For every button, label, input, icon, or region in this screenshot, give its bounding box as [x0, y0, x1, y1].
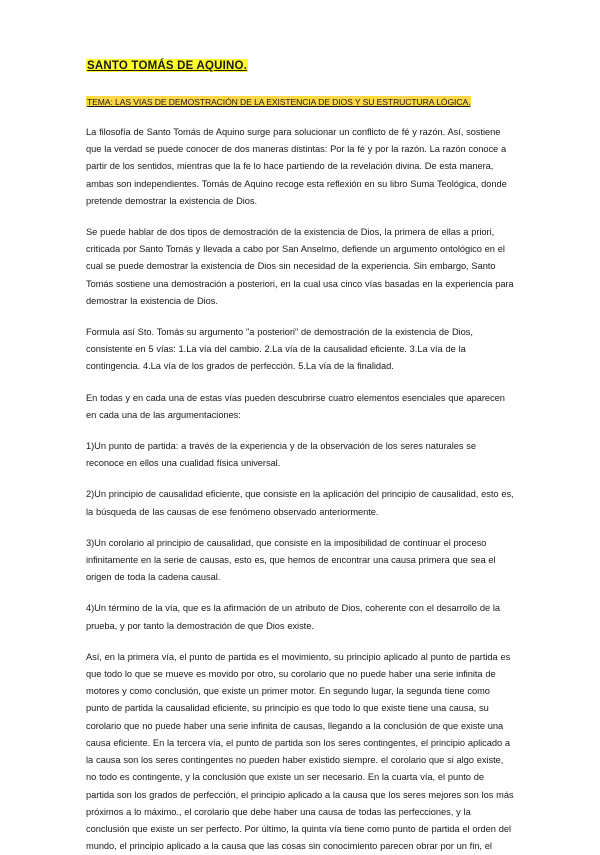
- topic-heading: TEMA: LAS VIAS DE DEMOSTRACIÓN DE LA EXISTENCIA DE DIOS Y SU ESTRUCTURA LÓGICA.: [87, 97, 471, 107]
- paragraph-ways-detail: Así, en la primera vía, el punto de partida es el movimiento, su principio aplicado al punto de partida es que todo lo que se mueve es movido por otro, su corolario que no puede haber una serie infinita de motores y como conclusión, que existe un primer motor. En segundo lugar, la segunda tiene como punto de partida la causalidad eficiente, su principio es que todo lo que existe tiene una causa, su corolario que no puede haber una serie infinita de causas, llegando a la conclusión de que existe una causa eficiente. En la tercera vía, el punto de partida son los seres contingentes, el principio aplicado a la causa son los seres contingentes no pueden haber existido siempre. el corolario que si algo existe, no todo es contingente, y la conclusión que existe un ser necesario. En la cuarta vía, el punto de partida son los grados de perfección, el principio aplicado a la causa que los seres mejores son los más próximos a lo máximo., el corolario que debe haber una causa de todas las perfecciones, y la conclusión que existe un ser perfecto. Por último, la quinta vía tiene como punto de partida el orden del mundo, el principio aplicado a la causa que las cosas sin conocimiento parecen obrar por un fin, el: [86, 651, 514, 852]
- paragraph-element-1: 1)Un punto de partida: a través de la experiencia y de la observación de los seres naturales se reconoce en ellos una cualidad física universal.: [86, 441, 477, 469]
- paragraph-element-3: 3)Un corolario al principio de causalidad, que consiste en la imposibilidad de continuar el proceso infinitamente en la serie de causas, esto es, que hemos de encontrar una causa primera que sea el origen de toda la cadena causal.: [86, 537, 496, 583]
- paragraph-five-ways: Formula así Sto. Tomás su argumento "a posteriori" de demostración de la existencia de Dios, consistente en 5 vías: 1.La vía del cambio. 2.La vía de la causalidad eficiente. 3.La vía de la contingencia. 4.La vía de los grados de perfección. 5.La vía de la finalidad.: [86, 327, 473, 372]
- paragraph-demonstration-types: Se puede hablar de dos tipos de demostración de la existencia de Dios, la primera de ellas a priori, criticada por Santo Tomás y llevada a cabo por San Anselmo, defiende un argumento ontológico en el cual se puede demostrar la existencia de Dios sin necesidad de la experiencia. Sin embargo, Santo Tomás sostiene una demostración a posteriori, en la cual usa cinco vías basadas en la experiencia para demostrar la existencia de Dios.: [86, 227, 514, 306]
- paragraph-element-2: 2)Un principio de causalidad eficiente, que consiste en la aplicación del principio de causalidad, esto es, la búsqueda de las causas de ese fenómeno observado anteriormente.: [86, 489, 514, 517]
- paragraph-element-4: 4)Un término de la vía, que es la afirmación de un atributo de Dios, coherente con el desarrollo de la prueba, y por tanto la demostración de que Dios existe.: [86, 603, 501, 631]
- document-title: SANTO TOMÁS DE AQUINO.: [87, 60, 248, 72]
- paragraph-intro: La filosofía de Santo Tomás de Aquino surge para solucionar un conflicto de fé y razón. Así, sostiene que la verdad se puede conocer de dos maneras distintas: Por la fé y por la razón. La razón conoce a partir de los sentidos, mientras que la fe lo hace partiendo de la revelación divina. De esta manera, ambas son independientes. Tomás de Aquino recoge esta reflexión en su libro Suma Teológica, donde pretende demostrar la existencia de Dios.: [86, 127, 507, 206]
- paragraph-four-elements: En todas y en cada una de estas vías pueden descubrirse cuatro elementos esenciales que aparecen en cada una de las argumentaciones:: [86, 392, 505, 420]
